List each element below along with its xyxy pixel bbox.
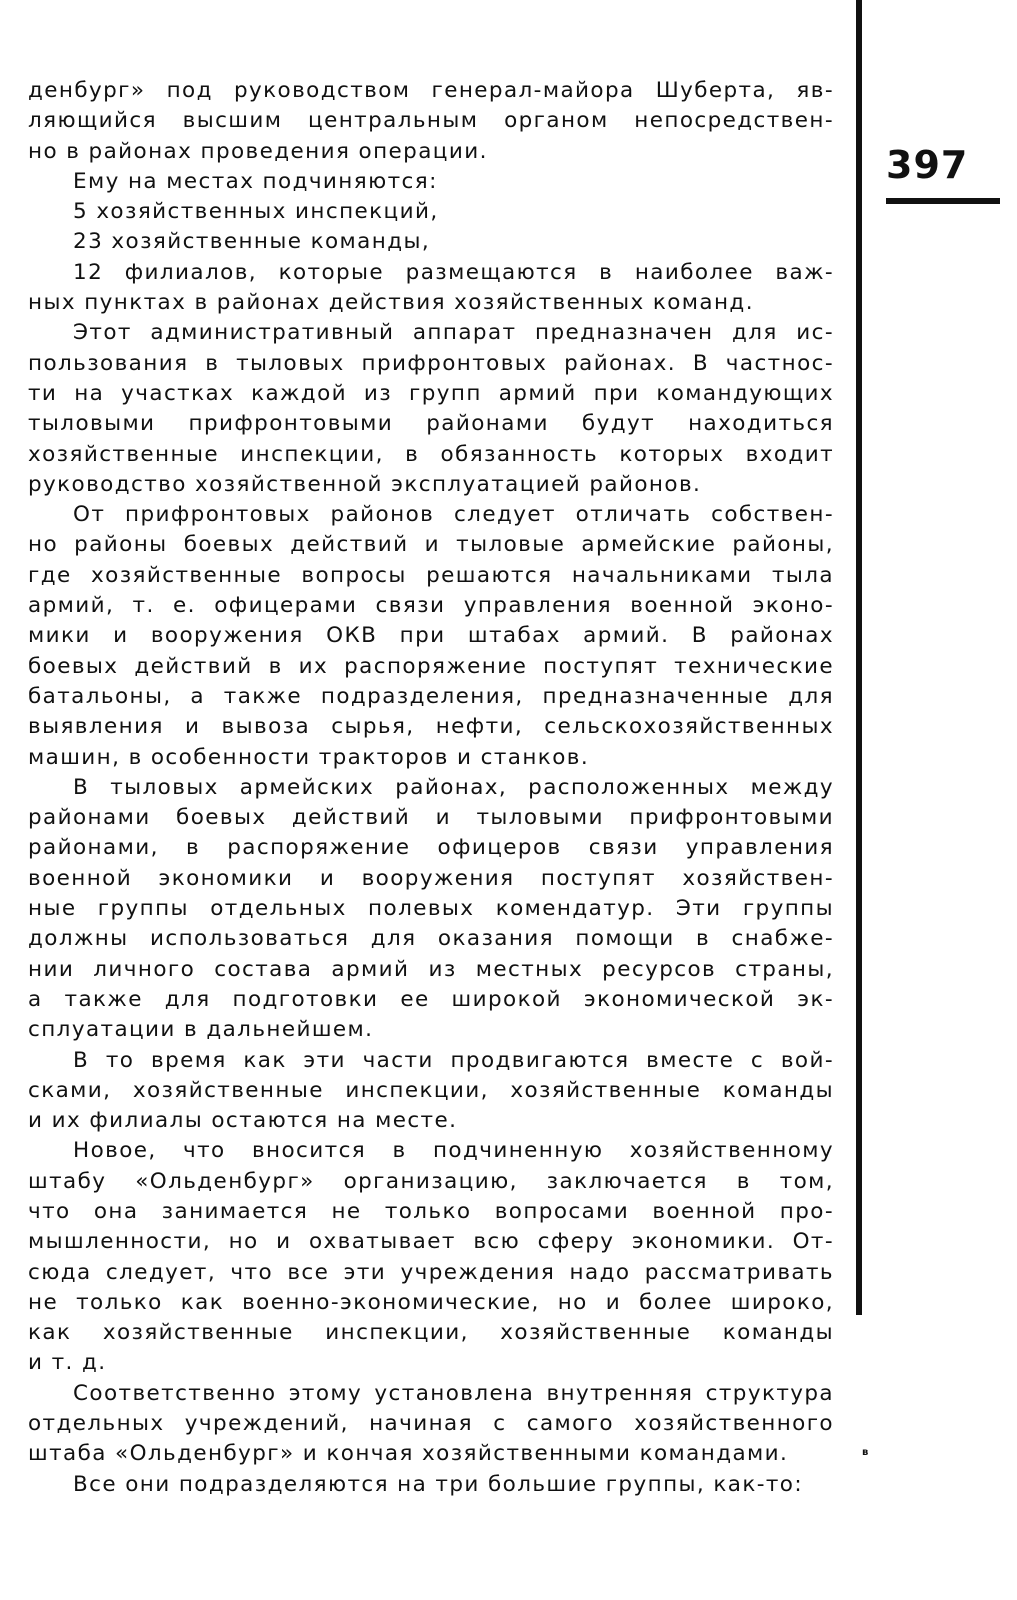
paragraph bbox=[28, 1379, 834, 1470]
text-line: Соответственно этому установлена внутренняя структура bbox=[73, 1380, 834, 1406]
paragraph bbox=[28, 500, 834, 773]
text-line: нии личного состава армий из местных ресурсов страны, bbox=[28, 956, 834, 982]
body-text bbox=[28, 76, 834, 1500]
text-line: 23 хозяйственные команды, bbox=[73, 229, 431, 255]
text-line: В тыловых армейских районах, расположенных между bbox=[73, 774, 834, 800]
paragraph bbox=[28, 167, 834, 197]
text-line: машин, в особенности тракторов и станков. bbox=[28, 744, 590, 770]
text-line: пользования в тыловых прифронтовых районах. В частнос- bbox=[28, 350, 834, 376]
text-line: хозяйственные инспекции, в обязанность которых входит bbox=[28, 441, 834, 467]
text-line: и их филиалы остаются на месте. bbox=[28, 1108, 458, 1134]
text-line: Ему на местах подчиняются: bbox=[73, 168, 438, 194]
page-number: 397 bbox=[886, 143, 969, 187]
text-line: ные группы отдельных полевых комендатур. Эти группы bbox=[28, 896, 834, 922]
text-line: но в районах проведения операции. bbox=[28, 138, 488, 164]
text-line: штабу «Ольденбург» организацию, заключается в том, bbox=[28, 1168, 834, 1194]
text-line: что она занимается не только вопросами военной про- bbox=[28, 1198, 834, 1224]
text-line: ляющийся высшим центральным органом непосредствен- bbox=[28, 108, 834, 134]
paragraph bbox=[28, 258, 834, 319]
paragraph bbox=[28, 1470, 834, 1500]
text-line: сками, хозяйственные инспекции, хозяйственные команды bbox=[28, 1077, 834, 1103]
text-line: не только как военно-экономические, но и более широко, bbox=[28, 1289, 834, 1315]
text-line: должны использоваться для оказания помощи в снабже- bbox=[28, 926, 834, 952]
text-line: сплуатации в дальнейшем. bbox=[28, 1017, 374, 1043]
text-line: и т. д. bbox=[28, 1350, 107, 1376]
text-line: тыловыми прифронтовыми районами будут находиться bbox=[28, 411, 834, 437]
margin-mark: в bbox=[862, 1447, 869, 1458]
paragraph bbox=[28, 318, 834, 500]
paragraph bbox=[28, 1046, 834, 1137]
page-vertical-rule bbox=[856, 0, 862, 1315]
text-line: отдельных учреждений, начиная с самого хозяйственного bbox=[28, 1411, 834, 1437]
text-line: В то время как эти части продвигаются вместе с вой- bbox=[73, 1047, 834, 1073]
text-line: батальоны, а также подразделения, предназначенные для bbox=[28, 683, 834, 709]
text-line: 12 филиалов, которые размещаются в наиболее важ- bbox=[73, 259, 834, 285]
text-line: Этот административный аппарат предназначен для ис- bbox=[73, 320, 834, 346]
text-line: штаба «Ольденбург» и кончая хозяйственными командами. bbox=[28, 1441, 789, 1467]
text-line: армий, т. е. офицерами связи управления военной эконо- bbox=[28, 593, 834, 619]
text-line: где хозяйственные вопросы решаются начальниками тыла bbox=[28, 562, 834, 588]
text-line: От прифронтовых районов следует отличать собствен- bbox=[73, 502, 834, 528]
paragraph bbox=[28, 76, 834, 167]
paragraph bbox=[28, 773, 834, 1046]
paragraph bbox=[28, 1136, 834, 1378]
text-line: мики и вооружения ОКВ при штабах армий. В районах bbox=[28, 623, 834, 649]
page-number-underline bbox=[886, 198, 1000, 204]
text-line: ных пунктах в районах действия хозяйственных команд. bbox=[28, 290, 754, 316]
text-line: а также для подготовки ее широкой экономической эк- bbox=[28, 986, 834, 1012]
text-line: мышленности, но и охватывает всю сферу экономики. От- bbox=[28, 1229, 834, 1255]
paragraph bbox=[28, 197, 834, 227]
paragraph bbox=[28, 227, 834, 257]
text-line: денбург» под руководством генерал-майора Шуберта, яв- bbox=[28, 78, 834, 103]
text-line: военной экономики и вооружения поступят хозяйствен- bbox=[28, 865, 834, 891]
text-line: но районы боевых действий и тыловые армейские районы, bbox=[28, 532, 834, 558]
text-line: выявления и вывоза сырья, нефти, сельскохозяйственных bbox=[28, 714, 834, 740]
text-line: районами боевых действий и тыловыми прифронтовыми bbox=[28, 805, 834, 831]
text-line: боевых действий в их распоряжение поступят технические bbox=[28, 653, 834, 679]
text-line: Новое, что вносится в подчиненную хозяйственному bbox=[73, 1138, 834, 1164]
text-line: районами, в распоряжение офицеров связи управления bbox=[28, 835, 834, 861]
text-line: руководство хозяйственной эксплуатацией районов. bbox=[28, 471, 702, 497]
text-line: сюда следует, что все эти учреждения надо рассматривать bbox=[28, 1259, 834, 1285]
text-line: Все они подразделяются на три большие группы, как-то: bbox=[73, 1471, 803, 1497]
text-line: как хозяйственные инспекции, хозяйственные команды bbox=[28, 1320, 834, 1346]
text-line: ти на участках каждой из групп армий при командующих bbox=[28, 380, 834, 406]
text-line: 5 хозяйственных инспекций, bbox=[73, 199, 439, 225]
